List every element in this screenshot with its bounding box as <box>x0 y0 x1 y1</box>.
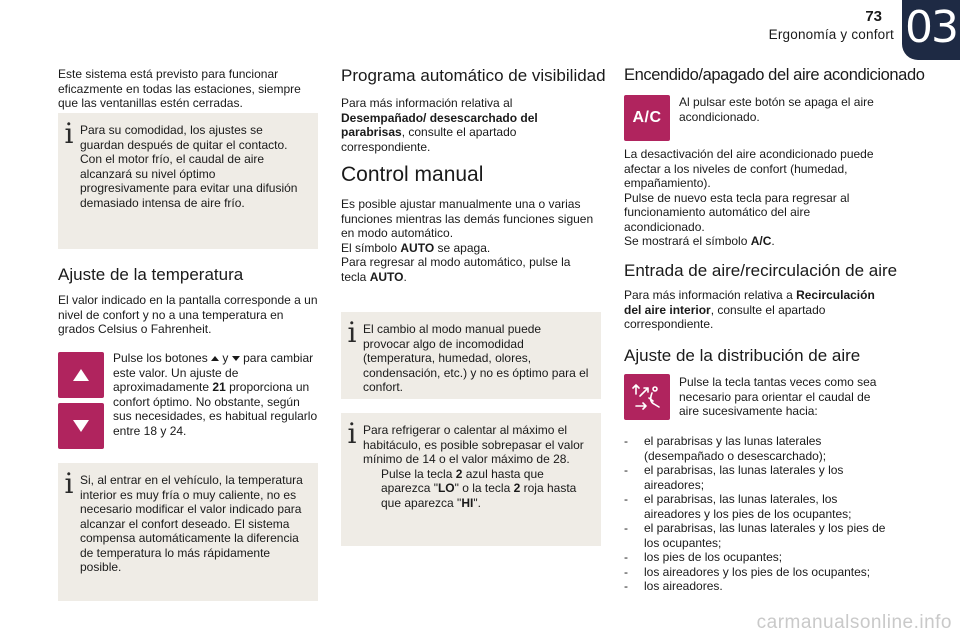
page-number: 73 <box>865 8 882 25</box>
list-dash: - <box>624 564 628 579</box>
ac-button[interactable] <box>624 95 670 141</box>
arrow-up-icon <box>211 356 219 361</box>
list-item: - los aireadores. <box>624 579 723 593</box>
arrow-down-icon <box>232 356 240 361</box>
distribution-list <box>624 434 886 594</box>
list-dash: - <box>624 521 628 535</box>
info-icon: i <box>64 467 74 500</box>
info-box-manual <box>341 312 601 399</box>
air-distribution-button[interactable] <box>624 374 670 420</box>
list-dash: - <box>624 463 628 477</box>
info-box-text: Si, al entrar en el vehículo, la temperatura interior es muy fría o muy caliente, no es necesario modificar el valor indicado para alcanzar el confort deseado. El sistema compensa automáticamente la diferencia de temperatura lo más rápidamente posible. <box>80 473 303 574</box>
section-heading-air-intake: Entrada de aire/recirculación de aire <box>624 261 898 280</box>
list-item: - el parabrisas, las lunas laterales y los aireadores; <box>624 463 844 492</box>
air-distribution-icon <box>630 380 664 414</box>
info-box-text: Para su comodidad, los ajustes se guardan después de quitar el contacto. Con el motor frío, el caudal de aire alcanzará su nivel óptimo progresivamente para evitar una difusión demasiado intensa de aire frío. <box>80 123 298 210</box>
info-icon: i <box>347 316 357 349</box>
info-box-text: El cambio al modo manual puede provocar algo de incomodidad (temperatura, humedad, olores, condensación, etc.) y no es óptimo para el confort. <box>363 322 589 394</box>
visibility-text: Para más información relativa al Desempañado/ desescarchado del parabrisas, consulte el apartado correspondiente. <box>341 96 538 154</box>
section-heading-temperature: Ajuste de la temperatura <box>58 265 244 284</box>
list-dash: - <box>624 492 628 506</box>
section-heading-visibility: Programa automático de visibilidad <box>341 66 606 85</box>
air-intake-text: Para más información relativa a Recirculación del aire interior, consulte el apartado correspondiente. <box>624 288 875 331</box>
list-item: - el parabrisas y las lunas laterales (desempañado o desescarchado); <box>624 434 827 463</box>
section-heading-distribution: Ajuste de la distribución de aire <box>624 346 861 365</box>
triangle-down-icon <box>73 420 89 432</box>
chapter-tab: 03 <box>902 0 960 60</box>
triangle-up-icon <box>73 369 89 381</box>
list-item: - el parabrisas, las lunas laterales, los aireadores y los pies de los ocupantes; <box>624 492 852 521</box>
temp-up-button[interactable] <box>58 352 104 398</box>
list-item: - los aireadores y los pies de los ocupantes; <box>624 564 871 579</box>
info-icon: i <box>347 417 357 450</box>
section-heading-ac: Encendido/apagado del aire acondicionado <box>624 66 925 84</box>
list-item: - el parabrisas, las lunas laterales y los pies de los ocupantes; <box>624 521 886 550</box>
ac-button-label: A/C <box>632 109 662 126</box>
watermark: carmanualsonline.info <box>756 612 952 633</box>
intro-text: Este sistema está previsto para funcionar eficazmente en todas las estaciones, siempre que las ventanillas estén cerradas. <box>58 67 301 110</box>
list-dash: - <box>624 434 628 448</box>
temperature-text: El valor indicado en la pantalla corresponde a un nivel de confort y no a una temperatura en grados Celsius o Fahrenheit. <box>58 293 318 336</box>
info-box-temperature <box>58 463 318 601</box>
info-box-text: Para refrigerar o calentar al máximo el habitáculo, es posible sobrepasar el valor mínimo de 14 o el valor máximo de 28. Pulse la tecla 2 azul hasta que aparezca "LO" o la tecla 2 roja hasta que aparezca "HI". <box>363 423 591 510</box>
ac-description: La desactivación del aire acondicionado puede afectar a los niveles de confort (humedad, empañamiento). Pulse de nuevo esta tecla para regresar al funcionamiento automático del aire acondicionado. Se mostrará el símbolo A/C. <box>624 147 874 248</box>
list-item: - los pies de los ocupantes; <box>624 550 783 564</box>
chapter-title: Ergonomía y confort <box>768 27 894 42</box>
info-box-comfort <box>58 113 318 249</box>
info-box-max <box>341 413 601 546</box>
list-dash: - <box>624 579 628 593</box>
distribution-text: Pulse la tecla tantas veces como sea necesario para orientar el caudal de aire sucesivamente hacia: <box>679 375 877 418</box>
info-sub-item: Pulse la tecla 2 azul hasta que aparezca "LO" o la tecla 2 roja hasta que aparezca "HI". <box>381 466 577 510</box>
ac-text: Al pulsar este botón se apaga el aire acondicionado. <box>679 95 874 124</box>
list-dash: - <box>624 550 628 564</box>
manual-text: Es posible ajustar manualmente una o varias funciones mientras las demás funciones siguen en modo automático. El símbolo AUTO se apaga. Para regresar al modo automático, pulse la tecla AUTO. <box>341 197 594 284</box>
section-heading-manual: Control manual <box>341 163 484 186</box>
temp-down-button[interactable] <box>58 403 104 449</box>
temp-buttons-text: Pulse los botones y para cambiar este valor. Un ajuste de aproximadamente 21 proporciona un confort óptimo. No obstante, según sus necesidades, es habitual regularlo entre 18 y 24. <box>113 351 318 438</box>
info-icon: i <box>64 117 74 150</box>
